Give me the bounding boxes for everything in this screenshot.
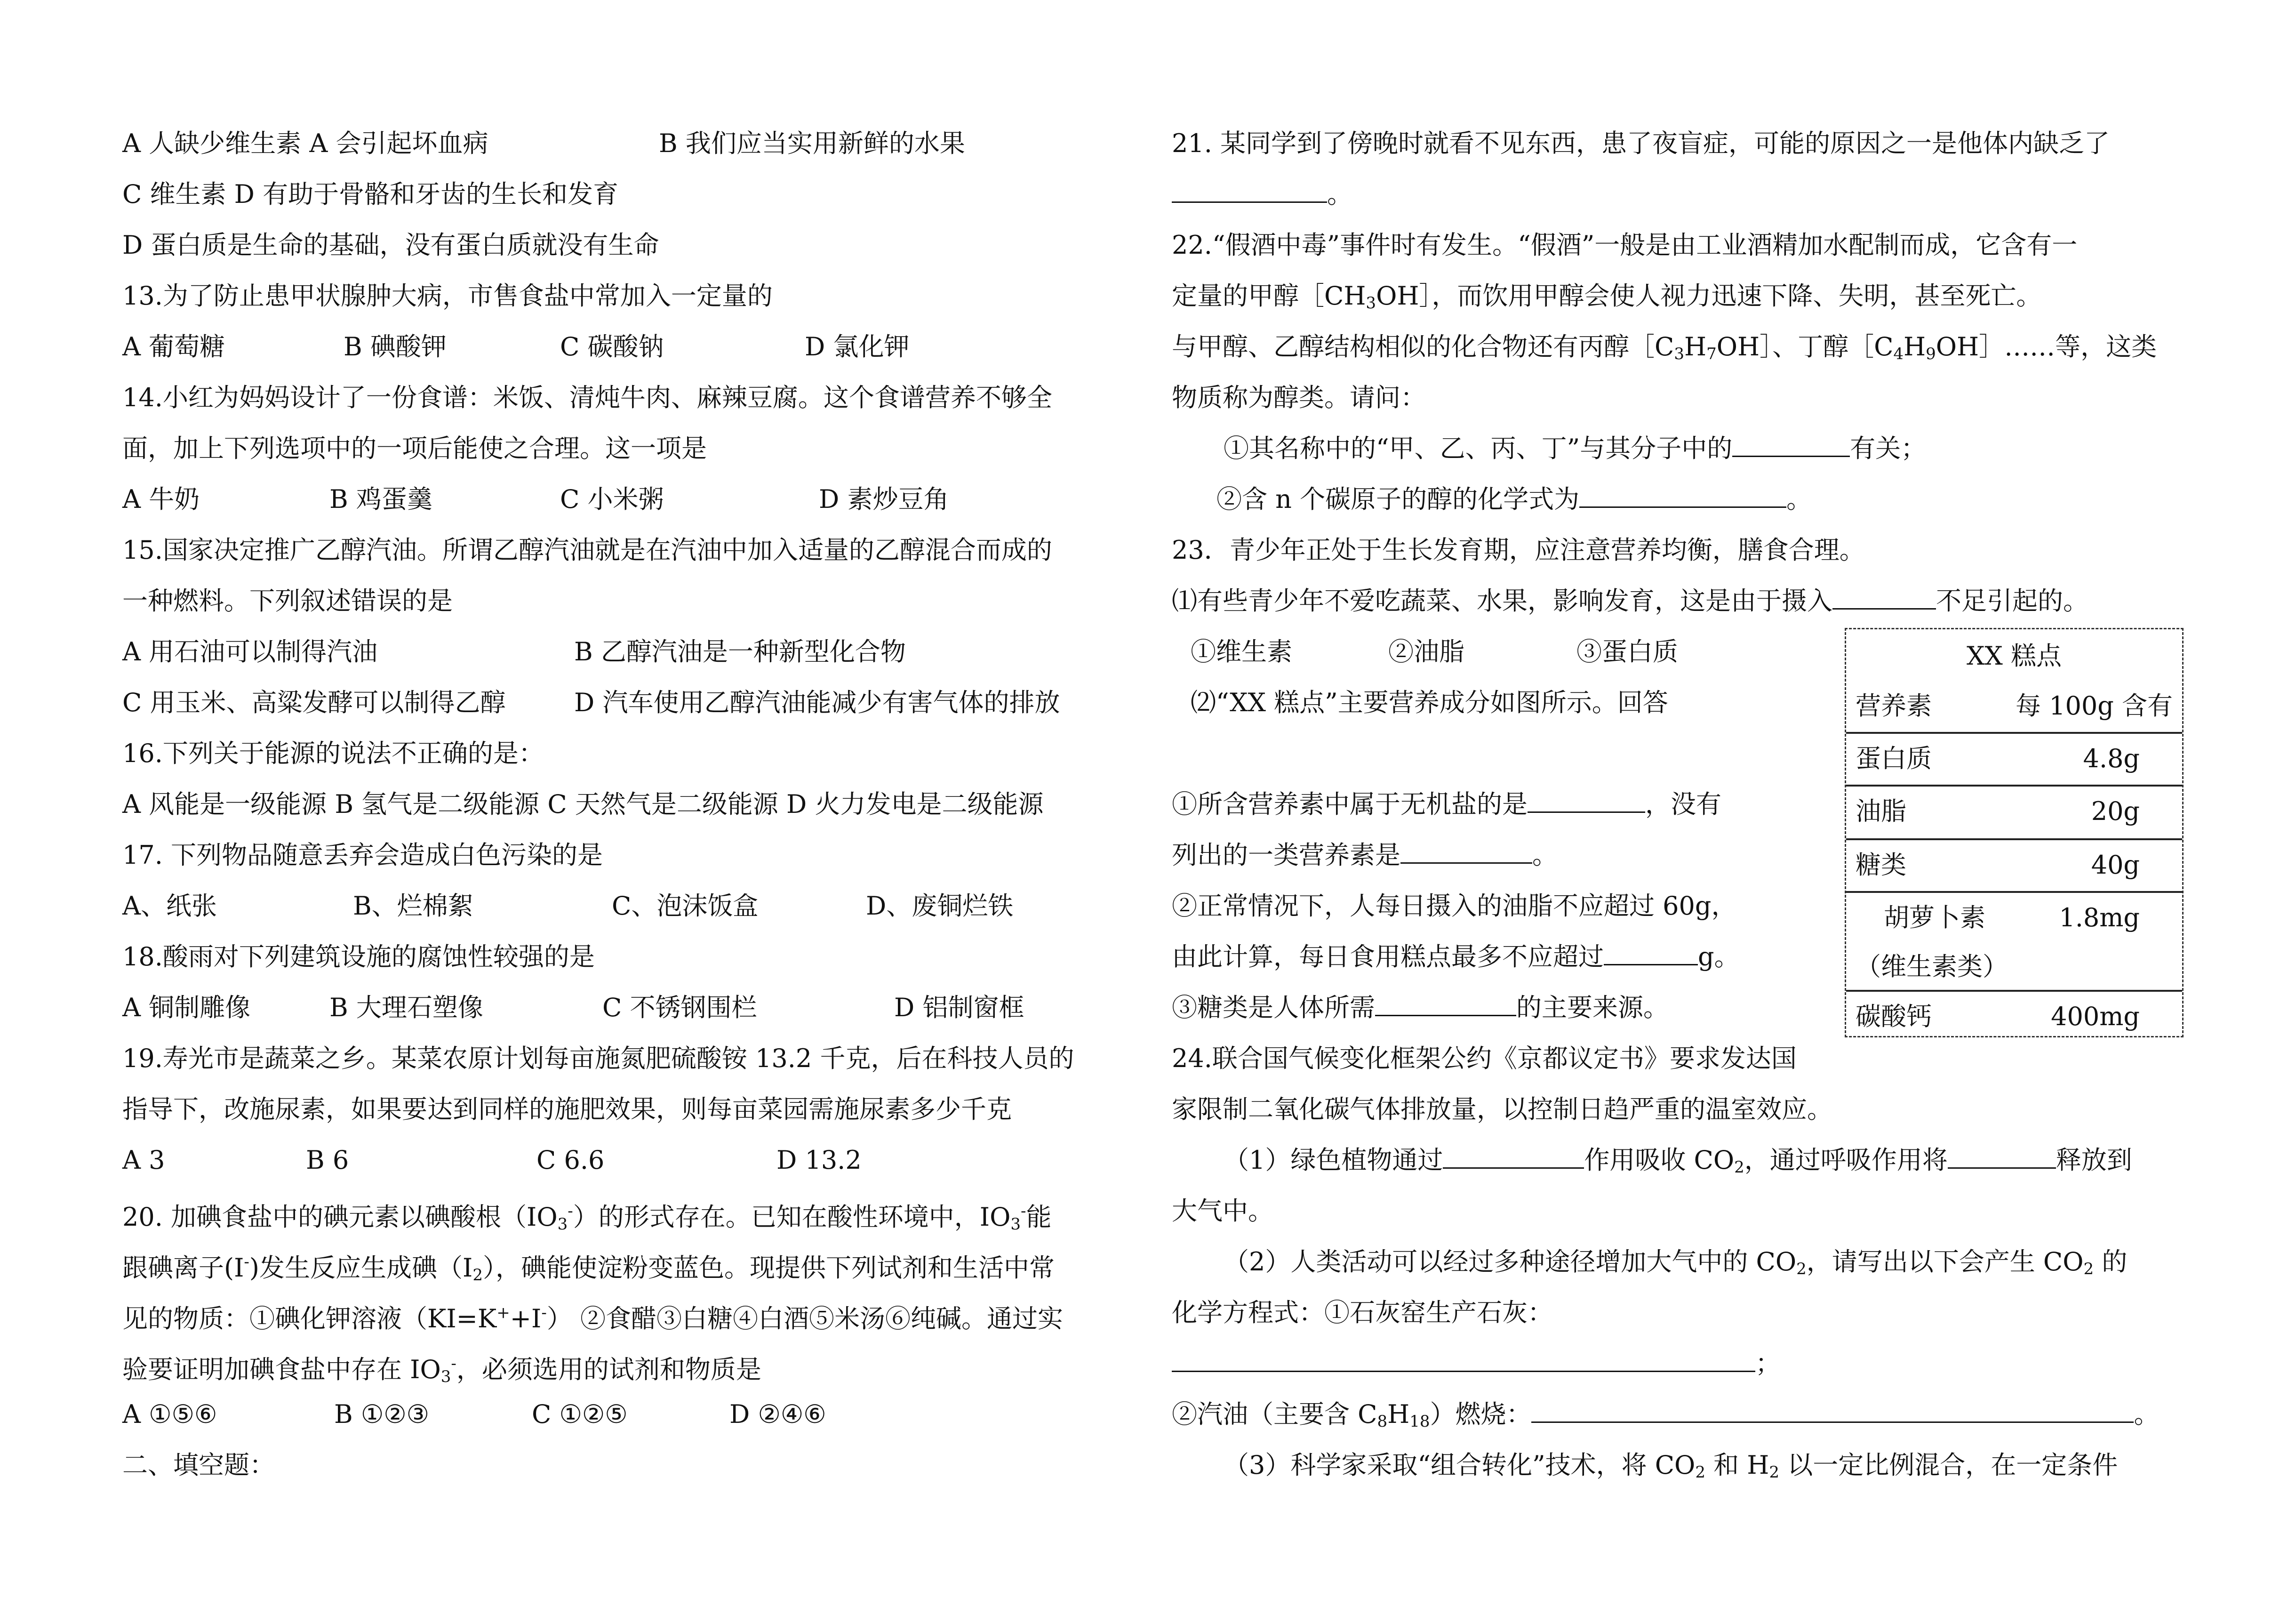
answer-blank[interactable] bbox=[1604, 941, 1698, 965]
q17-option-a: A、纸张 bbox=[122, 891, 217, 921]
question-24-part3: （3）科学家采取“组合转化”技术，将 $CO_2$ 和 $H_2$ 以一定比例混合，在一定条件 bbox=[1224, 1450, 2118, 1482]
question-13: 13.为了防止患甲状腺肿大病，市售食盐中常加入一定量的 bbox=[122, 281, 773, 311]
q13-option-a: A 葡萄糖 bbox=[122, 332, 225, 361]
question-18: 18.酸雨对下列建筑设施的腐蚀性较强的是 bbox=[122, 942, 595, 972]
question-14: 14.小红为妈妈设计了一份食谱：米饭、清炖牛肉、麻辣豆腐。这个食谱营养不够全 bbox=[122, 383, 1052, 412]
question-14-cont: 面，加上下列选项中的一项后能使之合理。这一项是 bbox=[122, 434, 707, 463]
answer-blank[interactable] bbox=[1579, 484, 1786, 508]
question-23: 23．青少年正处于生长发育期，应注意营养均衡，膳食合理。 bbox=[1172, 535, 1865, 565]
table-header-amount: 每 100g 含有 bbox=[2016, 691, 2173, 721]
table-title: XX 糕点 bbox=[1966, 641, 2062, 671]
table-header-nutrient: 营养素 bbox=[1856, 691, 1932, 721]
answer-blank[interactable] bbox=[1172, 179, 1327, 203]
q14-option-a: A 牛奶 bbox=[122, 484, 200, 514]
q17-option-b: B、烂棉絮 bbox=[353, 891, 473, 921]
q17-option-c: C、泡沫饭盒 bbox=[612, 891, 759, 921]
q18-option-a: A 铜制雕像 bbox=[122, 993, 251, 1022]
question-24-cont: 家限制二氧化碳气体排放量，以控制日趋严重的温室效应。 bbox=[1172, 1094, 1832, 1124]
answer-blank[interactable] bbox=[1948, 1145, 2056, 1169]
q16-options: A 风能是一级能源 B 氢气是二级能源 C 天然气是二级能源 D 火力发电是二级能源 bbox=[122, 789, 1044, 819]
q18-option-b: B 大理石塑像 bbox=[329, 993, 483, 1022]
option-b-text: B 我们应当实用新鲜的水果 bbox=[659, 128, 965, 158]
section-heading-fill-blank: 二、填空题： bbox=[122, 1450, 275, 1480]
q19-option-a: A 3 bbox=[122, 1145, 165, 1175]
table-divider bbox=[1846, 891, 2182, 893]
q14-option-c: C 小米粥 bbox=[560, 484, 664, 514]
q15-option-b: B 乙醇汽油是一种新型化合物 bbox=[574, 637, 906, 666]
question-19-cont: 指导下，改施尿素，如果要达到同样的施肥效果，则每亩菜园需施尿素多少千克 bbox=[122, 1094, 1012, 1124]
answer-blank[interactable] bbox=[1531, 1399, 2134, 1423]
table-divider bbox=[1846, 838, 2182, 840]
answer-blank[interactable] bbox=[1832, 586, 1936, 610]
question-15: 15.国家决定推广乙醇汽油。所谓乙醇汽油就是在汽油中加入适量的乙醇混合而成的 bbox=[122, 535, 1052, 565]
question-24-part1: （1）绿色植物通过 作用吸收 $CO_2$，通过呼吸作用将 释放到 bbox=[1224, 1145, 2132, 1177]
answer-blank[interactable] bbox=[1400, 840, 1532, 864]
question-22-line2: 定量的甲醇$[CH_3OH]$，而饮用甲醇会使人视力迅速下降、失明，甚至死亡。 bbox=[1172, 281, 2042, 313]
q23-option-2: ②油脂 bbox=[1388, 637, 1464, 666]
q23-option-3: ③蛋白质 bbox=[1576, 637, 1678, 666]
table-divider bbox=[1846, 732, 2182, 734]
option-a-text: A 人缺少维生素 A 会引起坏血病 bbox=[122, 128, 488, 158]
q15-option-d: D 汽车使用乙醇汽油能减少有害气体的排放 bbox=[574, 688, 1060, 717]
question-21: 21. 某同学到了傍晚时就看不见东西，患了夜盲症，可能的原因之一是他体内缺乏了 bbox=[1172, 128, 2110, 158]
question-20: 20. 加碘食盐中的碘元素以碘酸根$(IO_3^-)$的形式存在。已知在酸性环境中，$IO_3^-$能 bbox=[122, 1202, 1052, 1234]
answer-blank[interactable] bbox=[1443, 1145, 1584, 1169]
option-d-text: D 蛋白质是生命的基础，没有蛋白质就没有生命 bbox=[122, 230, 659, 260]
question-23-sub2-cont: 由此计算，每日食用糕点最多不应超过 g。 bbox=[1172, 942, 1740, 972]
option-c-text: C 维生素 D 有助于骨骼和牙齿的生长和发育 bbox=[122, 179, 619, 209]
q17-option-d: D、废铜烂铁 bbox=[866, 891, 1014, 921]
question-15-cont: 一种燃料。下列叙述错误的是 bbox=[122, 586, 453, 616]
q20-option-d: D ②④⑥ bbox=[729, 1399, 826, 1429]
question-21-answer-line: 。 bbox=[1172, 178, 1352, 211]
q13-option-c: C 碳酸钠 bbox=[560, 332, 664, 361]
option-line bbox=[122, 127, 488, 160]
question-24-part2-cont: 化学方程式：①石灰窑生产石灰： bbox=[1172, 1298, 1553, 1327]
q20-option-a: A ①⑤⑥ bbox=[122, 1399, 217, 1429]
question-23-part1: ⑴有些青少年不爱吃蔬菜、水果，影响发育，这是由于摄入 不足引起的。 bbox=[1172, 586, 2088, 616]
answer-blank[interactable] bbox=[1528, 789, 1645, 813]
q15-option-c: C 用玉米、高粱发酵可以制得乙醇 bbox=[122, 688, 506, 717]
answer-blank[interactable] bbox=[1172, 1348, 1755, 1372]
q19-option-b: B 6 bbox=[306, 1145, 349, 1175]
question-23-sub2: ②正常情况下，人每日摄入的油脂不应超过 60g， bbox=[1172, 891, 1737, 921]
question-23-part2: ⑵“XX 糕点”主要营养成分如图所示。回答 bbox=[1191, 688, 1668, 717]
question-22-part2: ②含 n 个碳原子的醇的化学式为 。 bbox=[1216, 484, 1812, 514]
q19-option-d: D 13.2 bbox=[776, 1145, 862, 1175]
question-23-sub1: ①所含营养素中属于无机盐的是 ，没有 bbox=[1172, 789, 1721, 819]
q14-option-b: B 鸡蛋羹 bbox=[329, 484, 432, 514]
question-23-sub1-cont: 列出的一类营养素是 。 bbox=[1172, 840, 1558, 870]
question-22-line3: 与甲醇、乙醇结构相似的化合物还有丙醇$[C_3H_7OH]$、丁醇$[C_4H_9OH]\dots\dots$等，这类 bbox=[1172, 332, 2157, 363]
question-22: 22.“假酒中毒”事件时有发生。“假酒”一般是由工业酒精加水配制而成，它含有一 bbox=[1172, 230, 2078, 260]
question-17: 17. 下列物品随意丢弃会造成白色污染的是 bbox=[122, 840, 603, 870]
question-24-gasoline-line: ②汽油（主要含 $C_8H_{18}$）燃烧： 。 bbox=[1172, 1399, 2160, 1431]
table-divider bbox=[1846, 785, 2182, 787]
q15-option-a: A 用石油可以制得汽油 bbox=[122, 637, 378, 666]
question-20-line2: 跟碘离子(I-)发生反应生成碘$(I_2)$，碘能使淀粉变蓝色。现提供下列试剂和生活中常 bbox=[122, 1253, 1055, 1285]
question-22-line4: 物质称为醇类。请问： bbox=[1172, 383, 1426, 412]
question-20-line3: 见的物质：①碘化钾溶液（KI=K++I-） ②食醋③白糖④白酒⑤米汤⑥纯碱。通过实 bbox=[122, 1303, 1064, 1333]
question-24-part2: （2）人类活动可以经过多种途径增加大气中的 $CO_2$，请写出以下会产生 $CO_2$ 的 bbox=[1224, 1247, 2128, 1278]
q23-option-1: ①维生素 bbox=[1191, 637, 1292, 666]
question-22-part1: ①其名称中的“甲、乙、丙、丁”与其分子中的 有关； bbox=[1224, 434, 1927, 463]
question-23-sub3: ③糖类是人体所需 的主要来源。 bbox=[1172, 993, 1669, 1022]
q14-option-d: D 素炒豆角 bbox=[819, 484, 949, 514]
q20-option-c: C ①②⑤ bbox=[532, 1399, 628, 1429]
question-24-equation-line: ； bbox=[1172, 1347, 1781, 1380]
q19-option-c: C 6.6 bbox=[536, 1145, 605, 1175]
q20-option-b: B ①②③ bbox=[334, 1399, 430, 1429]
question-16: 16.下列关于能源的说法不正确的是： bbox=[122, 739, 544, 768]
question-20-line4: 验要证明加碘食盐中存在 $IO_3^-$，必须选用的试剂和物质是 bbox=[122, 1354, 761, 1386]
question-24-part1-cont: 大气中。 bbox=[1172, 1196, 1273, 1226]
question-19: 19.寿光市是蔬菜之乡。某菜农原计划每亩施氮肥硫酸铵 13.2 千克，后在科技人员的 bbox=[122, 1044, 1074, 1073]
q18-option-d: D 铝制窗框 bbox=[894, 993, 1024, 1022]
question-24: 24.联合国气候变化框架公约《京都议定书》要求发达国 bbox=[1172, 1044, 1797, 1073]
q18-option-c: C 不锈钢围栏 bbox=[602, 993, 757, 1022]
table-divider bbox=[1846, 990, 2182, 992]
nutrition-label-table: XX 糕点 营养素 每 100g 含有 蛋白质 4.8g 油脂 20g 糖类 40g 胡萝卜素 1.8mg （维生素类） 碳酸钙 400mg bbox=[1845, 628, 2184, 1037]
q13-option-b: B 碘酸钾 bbox=[344, 332, 447, 361]
q13-option-d: D 氯化钾 bbox=[805, 332, 910, 361]
answer-blank[interactable] bbox=[1732, 433, 1850, 457]
answer-blank[interactable] bbox=[1375, 992, 1516, 1016]
